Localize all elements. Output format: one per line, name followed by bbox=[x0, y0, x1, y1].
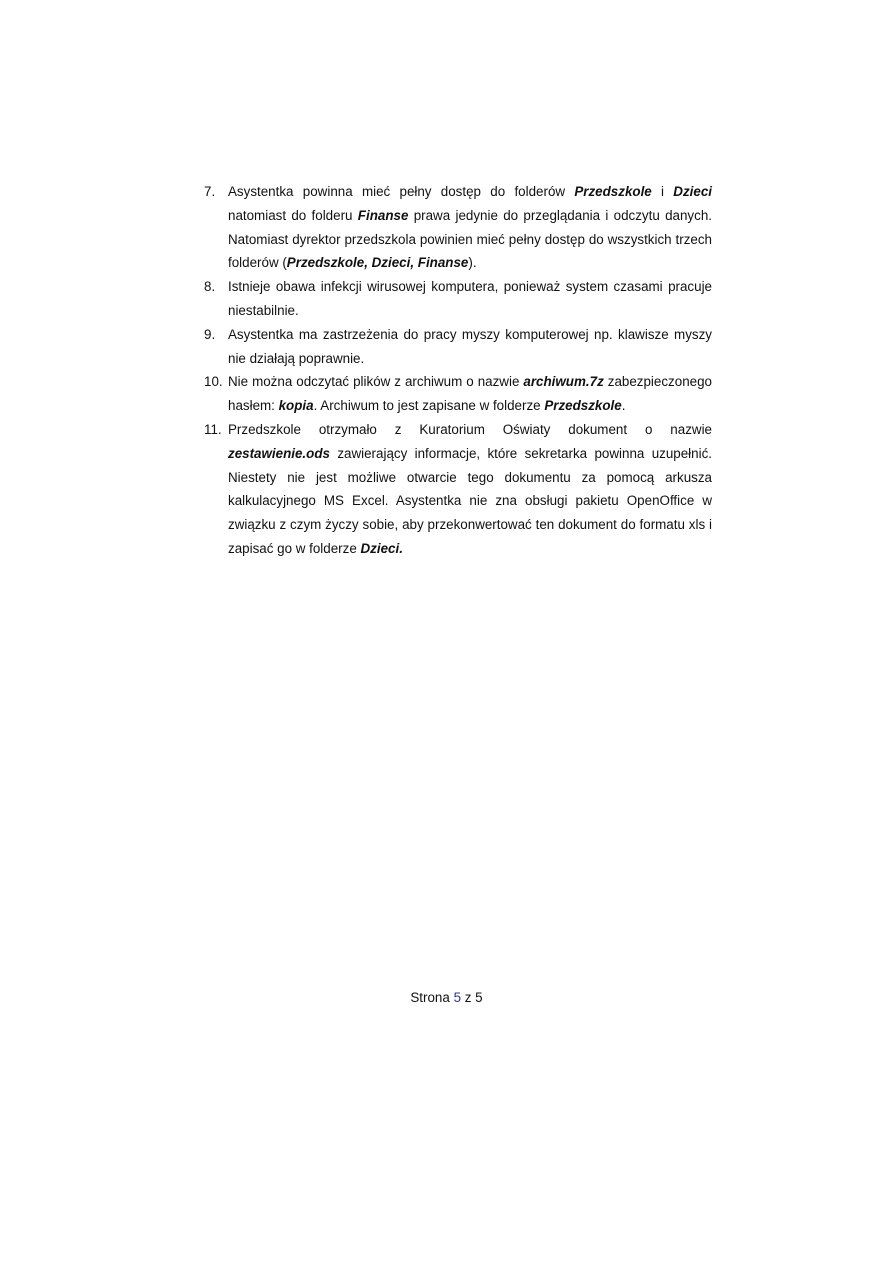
footer-prefix: Strona bbox=[410, 990, 454, 1005]
list-item bbox=[204, 370, 712, 418]
emphasized-text: Przedszkole, Dzieci, Finanse bbox=[286, 255, 469, 271]
emphasized-text: Finanse bbox=[357, 207, 409, 223]
current-page-number: 5 bbox=[453, 990, 462, 1005]
body-text: . Archiwum to jest zapisane w folderze bbox=[313, 398, 545, 414]
body-text: . bbox=[621, 398, 626, 414]
body-text: Asystentka powinna mieć pełny dostęp do folderów bbox=[228, 184, 575, 199]
list-item-number: 8. bbox=[204, 279, 216, 295]
list-item bbox=[204, 275, 712, 323]
numbered-task-list bbox=[204, 180, 712, 561]
list-item bbox=[204, 180, 712, 275]
list-item-number: 10. bbox=[204, 374, 223, 390]
list-item bbox=[204, 418, 712, 561]
body-text: zabezpieczonego hasłem: bbox=[228, 374, 712, 414]
page-footer bbox=[0, 990, 893, 1005]
emphasized-text: Dzieci bbox=[673, 184, 712, 199]
body-text: Istnieje obawa infekcji wirusowej komputera, ponieważ system czasami pracuje niestabilnie. bbox=[228, 279, 712, 318]
footer-separator: z bbox=[461, 990, 476, 1005]
list-item-number: 7. bbox=[204, 184, 216, 199]
body-text: ). bbox=[468, 255, 477, 271]
body-text: Asystentka ma zastrzeżenia do pracy myszy komputerowej np. klawisze myszy nie działają poprawnie. bbox=[228, 326, 712, 366]
list-item bbox=[204, 323, 712, 371]
emphasized-text: zestawienie.ods bbox=[228, 445, 330, 461]
body-text: natomiast do folderu bbox=[228, 207, 358, 223]
emphasized-text: archiwum.7z bbox=[523, 374, 604, 390]
total-pages-number: 5 bbox=[475, 990, 483, 1005]
emphasized-text: Przedszkole bbox=[544, 398, 622, 414]
body-text: zawierający informacje, które sekretarka powinna uzupełnić. Niestety nie jest możliwe otwarcie tego dokumentu za pomocą arkusza kalkulacyjnego MS Excel. Asystentka nie zna obsługi pakietu OpenOffice w związku z czym życzy sobie, aby przekonwertować ten dokument do formatu xls i zapisać go w folderze bbox=[228, 445, 712, 556]
body-text: Przedszkole otrzymało z Kuratorium Oświaty dokument o nazwie bbox=[228, 421, 712, 437]
emphasized-text: kopia bbox=[278, 398, 314, 414]
emphasized-text: Dzieci. bbox=[360, 540, 403, 556]
body-text: i bbox=[651, 184, 674, 199]
document-body bbox=[204, 180, 712, 561]
body-text: Nie można odczytać plików z archiwum o nazwie bbox=[228, 374, 524, 390]
list-item-number: 9. bbox=[204, 326, 216, 342]
body-text: prawa jedynie do przeglądania i odczytu danych. Natomiast dyrektor przedszkola powinien mieć pełny dostęp do wszystkich trzech folderów ( bbox=[228, 207, 712, 271]
list-item-number: 11. bbox=[204, 421, 222, 437]
emphasized-text: Przedszkole bbox=[574, 184, 652, 199]
